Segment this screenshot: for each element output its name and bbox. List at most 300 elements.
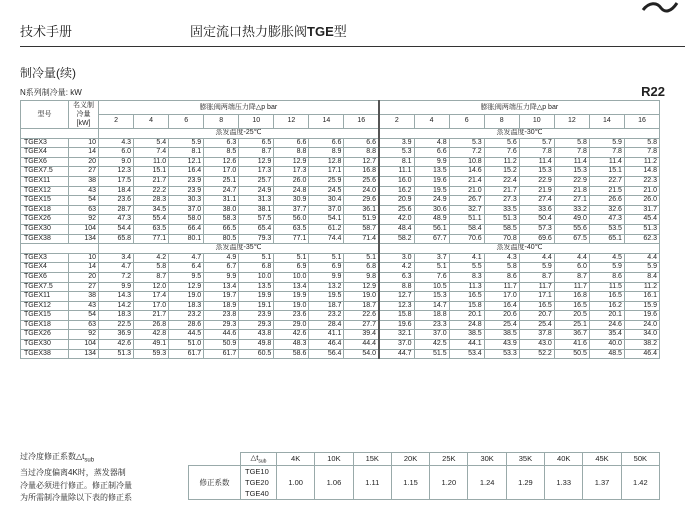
value-cell: 11.4 xyxy=(554,157,589,167)
value-cell: 37.8 xyxy=(519,330,554,340)
col-capacity-header: 名义制冷量[kW] xyxy=(69,101,99,129)
note-line-1: 过冷度修正系数$\triangle t_{sub}$ xyxy=(20,452,95,464)
value-cell: 17.1 xyxy=(309,167,344,177)
value-cell: 16.8 xyxy=(554,292,589,302)
value-cell: 50.9 xyxy=(204,340,239,350)
value-cell: 26.7 xyxy=(449,196,484,206)
temp-label-right: 蒸发温度-30℃ xyxy=(379,129,660,139)
value-cell: 8.7 xyxy=(134,272,169,282)
corr-factor-value: 1.37 xyxy=(583,465,621,499)
value-cell: 44.4 xyxy=(344,340,379,350)
model-cell: TGEX38 xyxy=(21,234,69,244)
value-cell: 16.4 xyxy=(169,167,204,177)
value-cell: 51.1 xyxy=(449,215,484,225)
value-cell: 6.0 xyxy=(99,148,134,158)
value-cell: 4.9 xyxy=(204,253,239,263)
corr-delta-col: 25K xyxy=(430,453,468,466)
value-cell: 16.2 xyxy=(589,301,624,311)
value-cell: 58.3 xyxy=(204,215,239,225)
value-cell: 12.6 xyxy=(204,157,239,167)
value-cell: 31.1 xyxy=(204,196,239,206)
value-cell: 77.1 xyxy=(134,234,169,244)
value-cell: 11.1 xyxy=(379,167,414,177)
value-cell: 13.4 xyxy=(274,282,309,292)
table-row xyxy=(21,282,660,292)
pressure-col-left-16: 16 xyxy=(344,115,379,129)
value-cell: 43.8 xyxy=(239,330,274,340)
value-cell: 26.6 xyxy=(589,196,624,206)
corr-delta-col: 15K xyxy=(353,453,391,466)
model-cell: TGEX7.5 xyxy=(21,282,69,292)
value-cell: 8.9 xyxy=(309,148,344,158)
table-row xyxy=(21,215,660,225)
value-cell: 17.0 xyxy=(134,301,169,311)
value-cell: 9.9 xyxy=(309,272,344,282)
value-cell: 24.0 xyxy=(624,320,659,330)
value-cell: 10.8 xyxy=(449,157,484,167)
value-cell: 11.0 xyxy=(134,157,169,167)
value-cell: 37.0 xyxy=(414,330,449,340)
pressure-col-left-2: 2 xyxy=(99,115,134,129)
value-cell: 36.1 xyxy=(344,205,379,215)
value-cell: 17.3 xyxy=(239,167,274,177)
corr-delta-col: 35K xyxy=(506,453,544,466)
value-cell: 8.1 xyxy=(379,157,414,167)
value-cell: 16.5 xyxy=(554,301,589,311)
value-cell: 5.1 xyxy=(239,253,274,263)
value-cell: 51.9 xyxy=(344,215,379,225)
capacity-cell: 54 xyxy=(69,311,99,321)
value-cell: 5.8 xyxy=(554,138,589,148)
value-cell: 23.6 xyxy=(274,311,309,321)
value-cell: 29.3 xyxy=(239,320,274,330)
value-cell: 9.9 xyxy=(204,272,239,282)
corr-blank xyxy=(189,453,241,466)
value-cell: 5.9 xyxy=(519,263,554,273)
value-cell: 57.5 xyxy=(239,215,274,225)
value-cell: 12.0 xyxy=(134,282,169,292)
value-cell: 6.9 xyxy=(309,263,344,273)
value-cell: 69.6 xyxy=(519,234,554,244)
value-cell: 60.5 xyxy=(239,349,274,359)
value-cell: 22.6 xyxy=(344,311,379,321)
value-cell: 24.6 xyxy=(589,320,624,330)
pressure-header-left: 膨胀阀两端压力降△p bar xyxy=(99,101,380,115)
corr-delta-col: 10K xyxy=(315,453,353,466)
value-cell: 17.1 xyxy=(519,292,554,302)
document-title xyxy=(190,21,347,40)
value-cell: 22.9 xyxy=(519,176,554,186)
value-cell: 28.3 xyxy=(134,196,169,206)
value-cell: 25.4 xyxy=(484,320,519,330)
capacity-cell: 92 xyxy=(69,215,99,225)
value-cell: 24.0 xyxy=(344,186,379,196)
note-line-4: 为所需制冷量除以下表的修正系 xyxy=(20,493,132,503)
value-cell: 24.5 xyxy=(309,186,344,196)
value-cell: 53.4 xyxy=(449,349,484,359)
corr-delta-col: 40K xyxy=(545,453,583,466)
value-cell: 10.0 xyxy=(274,272,309,282)
value-cell: 43.9 xyxy=(484,340,519,350)
corr-factor-value: 1.29 xyxy=(506,465,544,499)
value-cell: 22.4 xyxy=(484,176,519,186)
value-cell: 8.8 xyxy=(379,282,414,292)
value-cell: 28.7 xyxy=(99,205,134,215)
value-cell: 62.3 xyxy=(624,234,659,244)
model-cell: TGEX11 xyxy=(21,292,69,302)
value-cell: 9.9 xyxy=(99,282,134,292)
value-cell: 7.6 xyxy=(414,272,449,282)
value-cell: 44.6 xyxy=(204,330,239,340)
capacity-cell: 20 xyxy=(69,157,99,167)
model-cell: TGEX15 xyxy=(21,196,69,206)
value-cell: 9.5 xyxy=(169,272,204,282)
value-cell: 21.7 xyxy=(134,311,169,321)
value-cell: 15.8 xyxy=(449,301,484,311)
table-row xyxy=(21,311,660,321)
value-cell: 15.1 xyxy=(589,167,624,177)
value-cell: 33.6 xyxy=(519,205,554,215)
pressure-col-right-6: 6 xyxy=(449,115,484,129)
value-cell: 18.7 xyxy=(344,301,379,311)
value-cell: 7.2 xyxy=(449,148,484,158)
pressure-col-left-8: 8 xyxy=(204,115,239,129)
value-cell: 19.5 xyxy=(309,292,344,302)
value-cell: 19.0 xyxy=(344,292,379,302)
value-cell: 5.8 xyxy=(624,138,659,148)
value-cell: 44.1 xyxy=(449,340,484,350)
value-cell: 5.9 xyxy=(169,138,204,148)
value-cell: 6.6 xyxy=(414,148,449,158)
value-cell: 23.9 xyxy=(169,186,204,196)
temp-label-left: 蒸发温度-35℃ xyxy=(99,244,380,254)
value-cell: 6.6 xyxy=(309,138,344,148)
value-cell: 32.1 xyxy=(379,330,414,340)
value-cell: 29.0 xyxy=(274,320,309,330)
capacity-cell: 43 xyxy=(69,301,99,311)
table-row xyxy=(21,301,660,311)
value-cell: 58.0 xyxy=(169,215,204,225)
value-cell: 6.8 xyxy=(239,263,274,273)
value-cell: 23.9 xyxy=(239,311,274,321)
model-cell: TGEX18 xyxy=(21,320,69,330)
value-cell: 39.4 xyxy=(344,330,379,340)
value-cell: 11.2 xyxy=(484,157,519,167)
value-cell: 19.6 xyxy=(379,320,414,330)
value-cell: 12.3 xyxy=(99,167,134,177)
value-cell: 21.0 xyxy=(624,186,659,196)
value-cell: 42.6 xyxy=(274,330,309,340)
value-cell: 7.4 xyxy=(134,148,169,158)
value-cell: 65.1 xyxy=(589,234,624,244)
value-cell: 50.4 xyxy=(519,215,554,225)
model-cell: TGEX3 xyxy=(21,138,69,148)
section-subtitle: N系列制冷量: kW xyxy=(20,88,82,97)
value-cell: 38.5 xyxy=(449,330,484,340)
value-cell: 23.8 xyxy=(204,311,239,321)
value-cell: 16.5 xyxy=(519,301,554,311)
pressure-col-left-10: 10 xyxy=(239,115,274,129)
value-cell: 20.1 xyxy=(589,311,624,321)
group-blank xyxy=(21,129,99,139)
value-cell: 9.9 xyxy=(414,157,449,167)
value-cell: 30.4 xyxy=(309,196,344,206)
value-cell: 5.4 xyxy=(134,138,169,148)
value-cell: 15.3 xyxy=(414,292,449,302)
value-cell: 6.3 xyxy=(204,138,239,148)
value-cell: 15.3 xyxy=(554,167,589,177)
value-cell: 11.4 xyxy=(589,157,624,167)
value-cell: 36.7 xyxy=(554,330,589,340)
value-cell: 8.1 xyxy=(169,148,204,158)
value-cell: 15.8 xyxy=(379,311,414,321)
value-cell: 22.7 xyxy=(589,176,624,186)
value-cell: 44.7 xyxy=(379,349,414,359)
value-cell: 17.0 xyxy=(484,292,519,302)
value-cell: 51.5 xyxy=(414,349,449,359)
value-cell: 4.3 xyxy=(99,138,134,148)
section-title: 制冷量(续) xyxy=(20,66,76,80)
value-cell: 3.7 xyxy=(414,253,449,263)
corr-factor-value: 1.20 xyxy=(430,465,468,499)
value-cell: 12.9 xyxy=(239,157,274,167)
value-cell: 10.0 xyxy=(239,272,274,282)
value-cell: 15.9 xyxy=(624,301,659,311)
value-cell: 5.3 xyxy=(379,148,414,158)
header-divider xyxy=(20,46,685,47)
value-cell: 8.6 xyxy=(589,272,624,282)
value-cell: 16.0 xyxy=(379,176,414,186)
corr-delta-col: 20K xyxy=(391,453,429,466)
value-cell: 55.4 xyxy=(134,215,169,225)
value-cell: 58.4 xyxy=(449,224,484,234)
value-cell: 30.3 xyxy=(169,196,204,206)
value-cell: 48.9 xyxy=(414,215,449,225)
corr-factor-label: 修正系数 xyxy=(189,465,241,499)
value-cell: 33.2 xyxy=(554,205,589,215)
value-cell: 25.1 xyxy=(204,176,239,186)
value-cell: 38.5 xyxy=(484,330,519,340)
value-cell: 12.1 xyxy=(169,157,204,167)
value-cell: 8.7 xyxy=(519,272,554,282)
value-cell: 28.6 xyxy=(169,320,204,330)
value-cell: 4.2 xyxy=(134,253,169,263)
value-cell: 17.4 xyxy=(134,292,169,302)
page-header xyxy=(0,0,691,48)
value-cell: 61.2 xyxy=(309,224,344,234)
capacity-cell: 27 xyxy=(69,282,99,292)
model-cell: TGEX11 xyxy=(21,176,69,186)
temp-label-left: 蒸发温度-25℃ xyxy=(99,129,380,139)
value-cell: 23.6 xyxy=(99,196,134,206)
value-cell: 6.9 xyxy=(274,263,309,273)
value-cell: 30.6 xyxy=(414,205,449,215)
value-cell: 54.0 xyxy=(344,349,379,359)
corr-delta-col: 50K xyxy=(621,453,659,466)
value-cell: 14.7 xyxy=(414,301,449,311)
table-row xyxy=(21,186,660,196)
value-cell: 20.1 xyxy=(449,311,484,321)
model-cell: TGEX4 xyxy=(21,263,69,273)
value-cell: 53.3 xyxy=(484,349,519,359)
value-cell: 15.1 xyxy=(134,167,169,177)
value-cell: 22.2 xyxy=(134,186,169,196)
value-cell: 5.1 xyxy=(309,253,344,263)
value-cell: 37.0 xyxy=(169,205,204,215)
value-cell: 6.3 xyxy=(379,272,414,282)
refrigerant-label: R22 xyxy=(641,84,665,99)
value-cell: 21.8 xyxy=(554,186,589,196)
value-cell: 3.0 xyxy=(379,253,414,263)
value-cell: 77.1 xyxy=(274,234,309,244)
capacity-cell: 10 xyxy=(69,138,99,148)
table-row xyxy=(21,349,660,359)
value-cell: 10.5 xyxy=(414,282,449,292)
value-cell: 5.9 xyxy=(624,263,659,273)
capacity-cell: 38 xyxy=(69,176,99,186)
capacity-cell: 63 xyxy=(69,320,99,330)
pressure-col-right-8: 8 xyxy=(484,115,519,129)
capacity-cell: 14 xyxy=(69,148,99,158)
value-cell: 13.5 xyxy=(239,282,274,292)
model-cell: TGEX12 xyxy=(21,186,69,196)
value-cell: 59.3 xyxy=(134,349,169,359)
value-cell: 35.4 xyxy=(589,330,624,340)
model-cell: TGEX26 xyxy=(21,215,69,225)
value-cell: 80.5 xyxy=(204,234,239,244)
value-cell: 25.4 xyxy=(519,320,554,330)
capacity-cell: 92 xyxy=(69,330,99,340)
title-model: TGE xyxy=(307,24,334,39)
value-cell: 46.4 xyxy=(624,349,659,359)
value-cell: 13.2 xyxy=(309,282,344,292)
value-cell: 23.3 xyxy=(414,320,449,330)
value-cell: 8.3 xyxy=(449,272,484,282)
value-cell: 17.5 xyxy=(99,176,134,186)
value-cell: 7.6 xyxy=(484,148,519,158)
value-cell: 14.2 xyxy=(99,301,134,311)
value-cell: 3.9 xyxy=(379,138,414,148)
value-cell: 5.9 xyxy=(589,138,624,148)
value-cell: 6.4 xyxy=(169,263,204,273)
model-cell: TGEX3 xyxy=(21,253,69,263)
value-cell: 4.4 xyxy=(624,253,659,263)
value-cell: 22.5 xyxy=(99,320,134,330)
value-cell: 26.8 xyxy=(134,320,169,330)
value-cell: 8.7 xyxy=(554,272,589,282)
value-cell: 29.6 xyxy=(344,196,379,206)
value-cell: 19.1 xyxy=(239,301,274,311)
value-cell: 13.4 xyxy=(204,282,239,292)
table-row xyxy=(21,205,660,215)
value-cell: 9.8 xyxy=(344,272,379,282)
value-cell: 9.0 xyxy=(99,157,134,167)
capacity-cell: 134 xyxy=(69,234,99,244)
value-cell: 66.4 xyxy=(169,224,204,234)
value-cell: 4.2 xyxy=(379,263,414,273)
capacity-cell: 14 xyxy=(69,263,99,273)
value-cell: 19.9 xyxy=(239,292,274,302)
col-model-header: 型号 xyxy=(21,101,69,129)
value-cell: 51.0 xyxy=(169,340,204,350)
value-cell: 7.8 xyxy=(589,148,624,158)
value-cell: 38.0 xyxy=(204,205,239,215)
value-cell: 21.7 xyxy=(134,176,169,186)
value-cell: 57.3 xyxy=(519,224,554,234)
value-cell: 18.3 xyxy=(169,301,204,311)
value-cell: 40.0 xyxy=(589,340,624,350)
corr-delta-col: 45K xyxy=(583,453,621,466)
pressure-col-right-12: 12 xyxy=(554,115,589,129)
value-cell: 41.1 xyxy=(309,330,344,340)
value-cell: 51.3 xyxy=(624,224,659,234)
value-cell: 16.5 xyxy=(449,292,484,302)
value-cell: 48.4 xyxy=(379,224,414,234)
value-cell: 26.0 xyxy=(624,196,659,206)
value-cell: 23.2 xyxy=(309,311,344,321)
value-cell: 12.3 xyxy=(379,301,414,311)
value-cell: 70.8 xyxy=(484,234,519,244)
pressure-col-left-4: 4 xyxy=(134,115,169,129)
value-cell: 19.6 xyxy=(414,176,449,186)
value-cell: 65.4 xyxy=(239,224,274,234)
table-row xyxy=(21,224,660,234)
corr-delta-col: 30K xyxy=(468,453,506,466)
value-cell: 42.6 xyxy=(99,340,134,350)
value-cell: 61.7 xyxy=(204,349,239,359)
value-cell: 41.6 xyxy=(554,340,589,350)
value-cell: 63.5 xyxy=(274,224,309,234)
corr-factor-value: 1.00 xyxy=(277,465,315,499)
value-cell: 54.4 xyxy=(99,224,134,234)
value-cell: 7.8 xyxy=(554,148,589,158)
value-cell: 58.2 xyxy=(379,234,414,244)
value-cell: 19.6 xyxy=(624,311,659,321)
value-cell: 42.8 xyxy=(134,330,169,340)
value-cell: 3.4 xyxy=(99,253,134,263)
value-cell: 27.4 xyxy=(519,196,554,206)
value-cell: 5.1 xyxy=(414,263,449,273)
table-row xyxy=(21,157,660,167)
value-cell: 11.5 xyxy=(589,282,624,292)
note-line-2: 当过冷度偏离4K时，蒸发器制 xyxy=(20,468,126,478)
capacity-cell: 104 xyxy=(69,340,99,350)
value-cell: 5.5 xyxy=(449,263,484,273)
value-cell: 18.8 xyxy=(414,311,449,321)
value-cell: 11.7 xyxy=(554,282,589,292)
manual-label: 技术手册 xyxy=(20,24,73,39)
value-cell: 14.6 xyxy=(449,167,484,177)
value-cell: 56.4 xyxy=(309,349,344,359)
value-cell: 32.6 xyxy=(589,205,624,215)
value-cell: 54.1 xyxy=(309,215,344,225)
table-row xyxy=(21,340,660,350)
value-cell: 8.8 xyxy=(274,148,309,158)
capacity-cell: 63 xyxy=(69,205,99,215)
value-cell: 16.8 xyxy=(344,167,379,177)
value-cell: 21.4 xyxy=(449,176,484,186)
pressure-col-right-2: 2 xyxy=(379,115,414,129)
value-cell: 49.8 xyxy=(239,340,274,350)
table-row xyxy=(21,330,660,340)
value-cell: 24.8 xyxy=(449,320,484,330)
value-cell: 21.5 xyxy=(589,186,624,196)
value-cell: 5.3 xyxy=(449,138,484,148)
value-cell: 20.9 xyxy=(379,196,414,206)
value-cell: 32.7 xyxy=(449,205,484,215)
corr-model-3: TGE40 xyxy=(245,488,269,498)
value-cell: 12.8 xyxy=(309,157,344,167)
